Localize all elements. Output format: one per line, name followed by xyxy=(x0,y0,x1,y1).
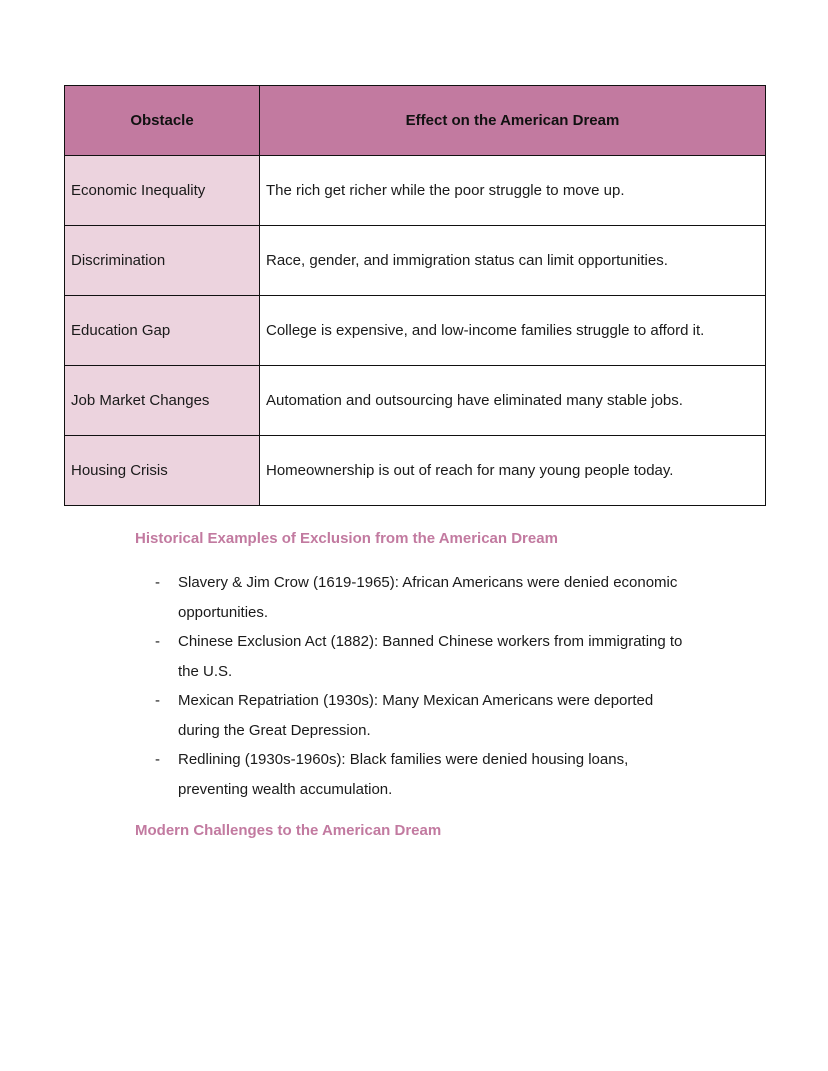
historical-examples-list xyxy=(135,568,695,804)
effect-cell: Homeownership is out of reach for many young people today. xyxy=(260,436,766,506)
obstacle-cell: Housing Crisis xyxy=(65,436,260,506)
effect-cell: The rich get richer while the poor struggle to move up. xyxy=(260,156,766,226)
effect-cell: College is expensive, and low-income families struggle to afford it. xyxy=(260,296,766,366)
obstacle-cell: Job Market Changes xyxy=(65,366,260,436)
table-row xyxy=(65,226,766,296)
bullet-dash: - xyxy=(155,692,160,709)
historical-heading: Historical Examples of Exclusion from the American Dream xyxy=(135,530,558,547)
modern-heading: Modern Challenges to the American Dream xyxy=(135,822,442,839)
list-item-text: Mexican Repatriation (1930s): Many Mexican Americans were deported during the Great Depression. xyxy=(178,692,654,739)
table-header-row xyxy=(65,86,766,156)
table-row xyxy=(65,436,766,506)
list-item xyxy=(135,627,695,686)
list-item-text: Slavery & Jim Crow (1619-1965): African Americans were denied economic opportunities. xyxy=(178,574,678,621)
effect-cell: Race, gender, and immigration status can limit opportunities. xyxy=(260,226,766,296)
table-row xyxy=(65,156,766,226)
bullet-dash: - xyxy=(155,751,160,768)
table-row xyxy=(65,296,766,366)
obstacle-cell: Education Gap xyxy=(65,296,260,366)
bullet-dash: - xyxy=(155,574,160,591)
header-effect: Effect on the American Dream xyxy=(260,86,766,156)
list-item xyxy=(135,745,695,804)
bullet-dash: - xyxy=(155,633,160,650)
header-obstacle: Obstacle xyxy=(65,86,260,156)
table-row xyxy=(65,366,766,436)
list-item-text: Chinese Exclusion Act (1882): Banned Chinese workers from immigrating to the U.S. xyxy=(178,633,683,680)
obstacle-cell: Discrimination xyxy=(65,226,260,296)
list-item-text: Redlining (1930s-1960s): Black families were denied housing loans, preventing wealth accumulation. xyxy=(178,751,629,798)
list-item xyxy=(135,686,695,745)
effect-cell: Automation and outsourcing have eliminated many stable jobs. xyxy=(260,366,766,436)
obstacles-table xyxy=(64,85,766,506)
list-item xyxy=(135,568,695,627)
obstacle-cell: Economic Inequality xyxy=(65,156,260,226)
